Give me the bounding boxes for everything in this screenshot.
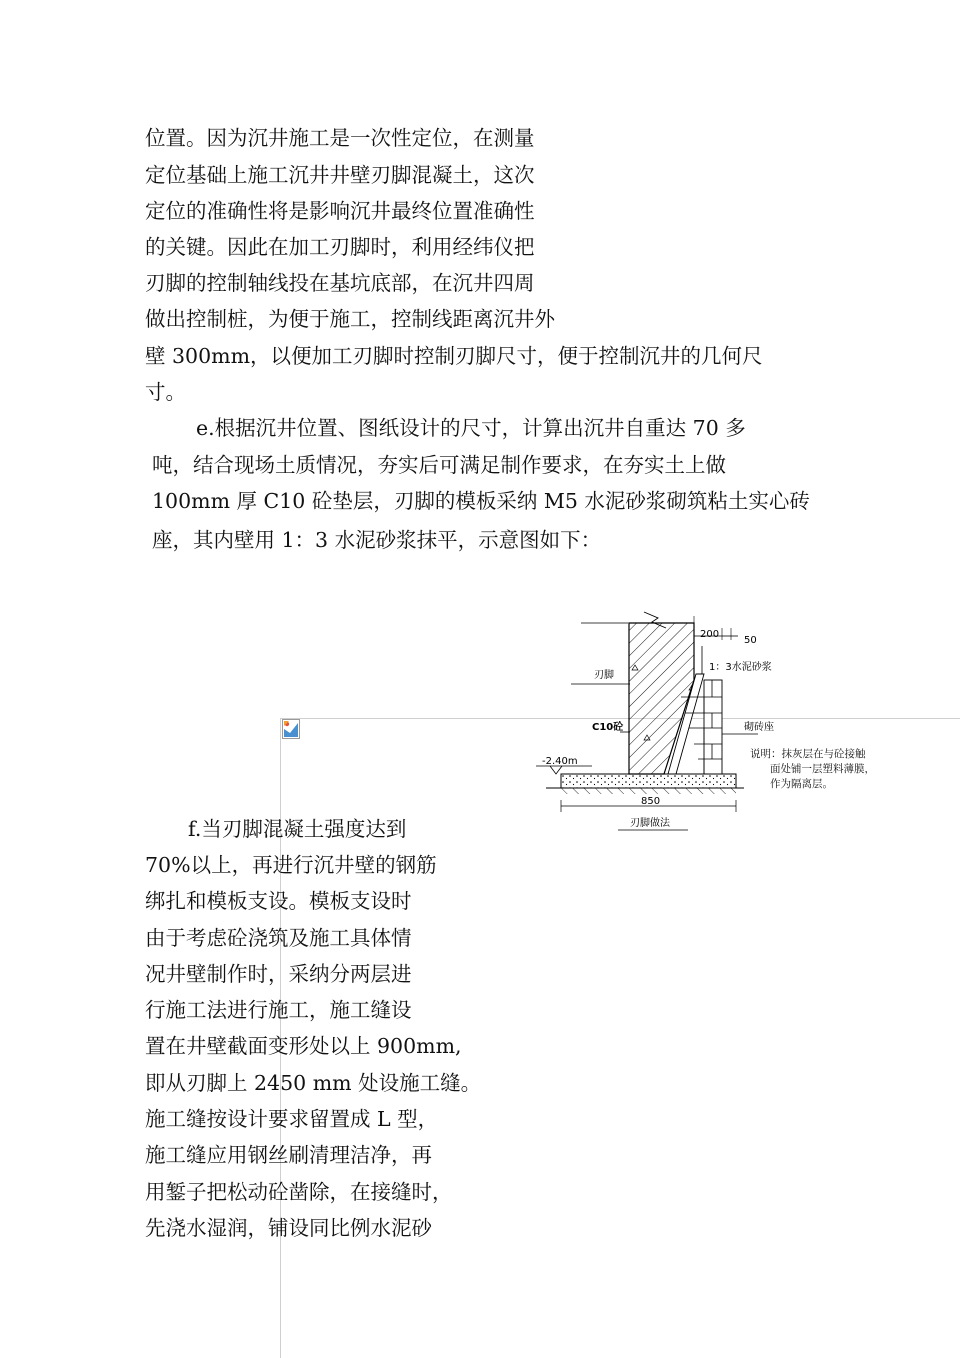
text-line: 做出控制桩，为便于施工，控制线距离沉井外 xyxy=(145,307,555,331)
ground-hatch xyxy=(561,788,736,794)
broken-image-icon xyxy=(282,719,300,739)
text-line: 定位的准确性将是影响沉井最终位置准确性 xyxy=(145,199,535,223)
note-line: 说明：抹灰层在与砼接触 xyxy=(750,748,866,760)
text-line: 施工缝应用钢丝刷清理洁净，再 xyxy=(145,1143,432,1167)
text-line: 位置。因为沉井施工是一次性定位，在测量 xyxy=(145,126,535,150)
diagram-note xyxy=(750,747,875,792)
c10-label: C10砼 xyxy=(592,722,624,733)
blade-wall xyxy=(629,623,694,774)
text-line: 的关键。因此在加工刃脚时，利用经纬仪把 xyxy=(145,235,535,259)
text-line: 寸。 xyxy=(145,380,186,404)
text-line: 由于考虑砼浇筑及施工具体情 xyxy=(145,926,412,950)
c10-cushion xyxy=(561,774,736,788)
blade-detail-diagram xyxy=(526,606,774,836)
text-line: 刃脚的控制轴线投在基坑底部，在沉井四周 xyxy=(145,271,535,295)
text-line: 即从刃脚上 2450 mm 处设施工缝。 xyxy=(145,1071,482,1095)
diagram-caption: 刃脚做法 xyxy=(630,818,670,829)
dim-50-label: 50 xyxy=(744,635,757,646)
text-line: 吨，结合现场土质情况，夯实后可满足制作要求，在夯实土上做 xyxy=(152,453,726,477)
text-line: 用錾子把松动砼凿除，在接缝时， xyxy=(145,1180,453,1204)
text-line: 况井壁制作时，采纳分两层进 xyxy=(145,962,412,986)
mortar-label: 1：3水泥砂浆 xyxy=(709,662,772,673)
dim-850-label: 850 xyxy=(641,796,661,807)
text-line: 绑扎和模板支设。模板支设时 xyxy=(145,889,412,913)
text-line: 100mm 厚 C10 砼垫层，刃脚的模板采纳 M5 水泥砂浆砌筑粘土实心砖 xyxy=(152,489,810,513)
brick-label: 砌砖座 xyxy=(744,722,774,733)
text-line: e.根据沉井位置、图纸设计的尺寸，计算出沉井自重达 70 多 xyxy=(196,416,746,440)
blade-label: 刃脚 xyxy=(594,670,614,681)
text-line: 施工缝按设计要求留置成 L 型， xyxy=(145,1107,439,1131)
text-line: 行施工法进行施工，施工缝设 xyxy=(145,998,412,1022)
text-line: 座，其内壁用 1：3 水泥砂浆抹平，示意图如下： xyxy=(152,528,602,552)
elevation-label: -2.40m xyxy=(542,756,578,767)
text-line: 壁 300mm，以便加工刃脚时控制刃脚尺寸，便于控制沉井的几何尺 xyxy=(145,344,763,368)
text-line: f.当刃脚混凝土强度达到 xyxy=(188,817,407,841)
text-line: 定位基础上施工沉井井壁刃脚混凝土，这次 xyxy=(145,163,535,187)
text-line: 70%以上，再进行沉井壁的钢筋 xyxy=(145,853,437,877)
note-line: 面处铺一层塑料薄膜， xyxy=(770,763,875,775)
dim-200-label: 200 xyxy=(700,629,720,640)
note-line: 作为隔离层。 xyxy=(770,778,833,790)
text-line: 置在井壁截面变形处以上 900mm, xyxy=(145,1034,462,1058)
text-line: 先浇水湿润，铺设同比例水泥砂 xyxy=(145,1216,432,1240)
